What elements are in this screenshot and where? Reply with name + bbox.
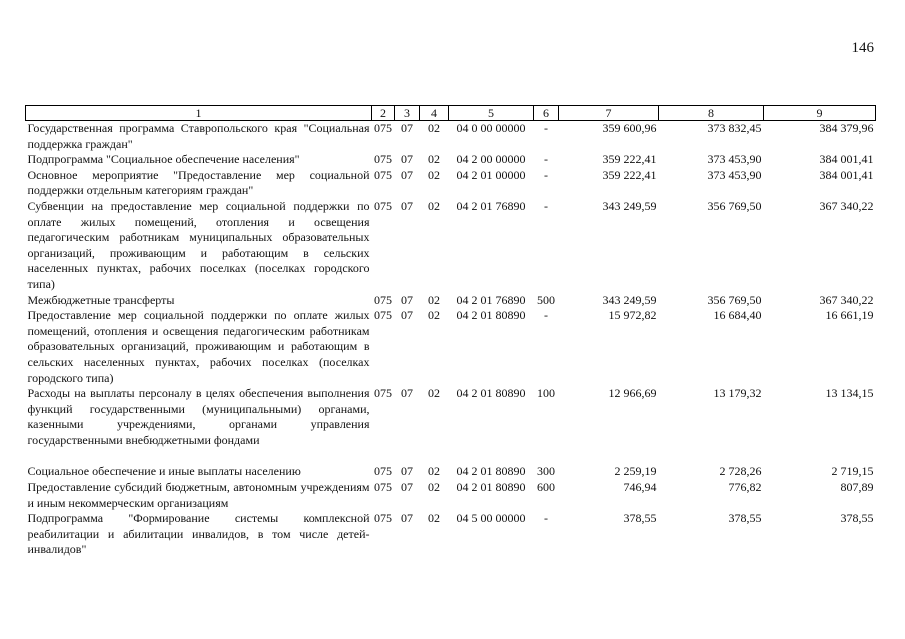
row-target-code: 04 2 01 76890 bbox=[456, 292, 526, 307]
row-name: Подпрограмма "Социальное обеспечение населения" bbox=[27, 152, 300, 167]
row-amount-col9: 807,89 bbox=[840, 480, 874, 495]
row-section: 07 bbox=[401, 464, 413, 479]
row-target-code: 04 2 01 80890 bbox=[456, 480, 526, 495]
row-ministry-code: 075 bbox=[374, 464, 392, 479]
row-section: 07 bbox=[401, 198, 413, 213]
row-amount-col8: 373 832,45 bbox=[707, 121, 762, 135]
row-name: Социальное обеспечение и иные выплаты населению bbox=[27, 464, 301, 479]
row-name: Подпрограмма "Формирование системы комплексной реабилитации и абилитации инвалидов, в том числе детей-инвалидов" bbox=[27, 511, 370, 557]
col-header-3: 3 bbox=[395, 106, 420, 121]
row-section: 07 bbox=[401, 480, 413, 495]
row-name: Предоставление субсидий бюджетным, автономным учреждениям и иным некоммерческим организациям bbox=[27, 480, 370, 510]
row-subsection: 02 bbox=[428, 511, 440, 526]
table-row bbox=[26, 511, 876, 558]
row-expense-type: - bbox=[544, 198, 548, 213]
row-amount-col9: 378,55 bbox=[840, 511, 874, 526]
row-amount-col7: 12 966,69 bbox=[608, 386, 657, 401]
row-amount-col7: 15 972,82 bbox=[608, 308, 657, 323]
row-name: Расходы на выплаты персоналу в целях обеспечения выполнения функций государственными (муниципальными) органами, казенными учреждениями, органами управления государственными внебюджетными фондами bbox=[27, 386, 370, 447]
row-section: 07 bbox=[401, 386, 413, 401]
spacer-row bbox=[26, 448, 876, 464]
row-amount-col8: 356 769,50 bbox=[707, 292, 762, 307]
row-target-code: 04 2 01 80890 bbox=[456, 386, 526, 401]
row-subsection: 02 bbox=[428, 292, 440, 307]
row-amount-col7: 359 222,41 bbox=[602, 152, 657, 167]
row-amount-col8: 776,82 bbox=[728, 480, 762, 495]
row-target-code: 04 0 00 00000 bbox=[456, 121, 526, 135]
table-row bbox=[26, 293, 876, 309]
table-row bbox=[26, 308, 876, 386]
row-amount-col8: 373 453,90 bbox=[707, 167, 762, 182]
row-expense-type: - bbox=[544, 121, 548, 135]
row-amount-col8: 2 728,26 bbox=[719, 464, 762, 479]
row-target-code: 04 2 00 00000 bbox=[456, 152, 526, 167]
row-amount-col9: 2 719,15 bbox=[831, 464, 874, 479]
row-amount-col9: 16 661,19 bbox=[825, 308, 874, 323]
row-ministry-code: 075 bbox=[374, 480, 392, 495]
table-row bbox=[26, 121, 876, 153]
row-subsection: 02 bbox=[428, 308, 440, 323]
row-expense-type: 600 bbox=[537, 480, 555, 495]
row-expense-type: 500 bbox=[537, 292, 555, 307]
col-header-6: 6 bbox=[534, 106, 559, 121]
table-row bbox=[26, 386, 876, 448]
row-amount-col8: 378,55 bbox=[728, 511, 762, 526]
row-amount-col7: 746,94 bbox=[623, 480, 657, 495]
row-amount-col9: 367 340,22 bbox=[819, 198, 874, 213]
row-ministry-code: 075 bbox=[374, 121, 392, 135]
row-amount-col8: 13 179,32 bbox=[713, 386, 762, 401]
row-target-code: 04 2 01 80890 bbox=[456, 464, 526, 479]
row-name: Межбюджетные трансферты bbox=[27, 292, 175, 307]
header-row bbox=[26, 106, 876, 121]
table-row bbox=[26, 199, 876, 293]
row-target-code: 04 5 00 00000 bbox=[456, 511, 526, 526]
row-subsection: 02 bbox=[428, 167, 440, 182]
col-header-5: 5 bbox=[449, 106, 534, 121]
row-amount-col9: 367 340,22 bbox=[819, 292, 874, 307]
row-section: 07 bbox=[401, 308, 413, 323]
col-header-2: 2 bbox=[372, 106, 395, 121]
col-header-7: 7 bbox=[559, 106, 659, 121]
row-name: Предоставление мер социальной поддержки по оплате жилых помещений, отопления и освещения педагогическим работникам образовательных организаций, проживающим и работающим в сельских населенных пунктах, рабочих поселках (поселках городского типа) bbox=[27, 308, 370, 385]
col-header-9: 9 bbox=[764, 106, 876, 121]
row-amount-col8: 356 769,50 bbox=[707, 198, 762, 213]
col-header-4: 4 bbox=[420, 106, 449, 121]
row-target-code: 04 2 01 76890 bbox=[456, 198, 526, 213]
col-header-8: 8 bbox=[659, 106, 764, 121]
row-section: 07 bbox=[401, 167, 413, 182]
row-ministry-code: 075 bbox=[374, 292, 392, 307]
page-number: 146 bbox=[851, 40, 874, 56]
row-subsection: 02 bbox=[428, 152, 440, 167]
row-name: Государственная программа Ставропольского края "Социальная поддержка граждан" bbox=[27, 121, 370, 151]
row-subsection: 02 bbox=[428, 121, 440, 135]
row-expense-type: - bbox=[544, 167, 548, 182]
row-amount-col7: 378,55 bbox=[623, 511, 657, 526]
row-ministry-code: 075 bbox=[374, 386, 392, 401]
row-name: Основное мероприятие "Предоставление мер социальной поддержки отдельным категориям граждан" bbox=[27, 167, 370, 198]
row-expense-type: - bbox=[544, 511, 548, 526]
row-section: 07 bbox=[401, 511, 413, 526]
table-row bbox=[26, 168, 876, 199]
row-amount-col9: 13 134,15 bbox=[825, 386, 874, 401]
row-section: 07 bbox=[401, 152, 413, 167]
row-expense-type: - bbox=[544, 152, 548, 167]
col-header-1: 1 bbox=[26, 106, 372, 121]
row-amount-col9: 384 001,41 bbox=[819, 152, 874, 167]
row-subsection: 02 bbox=[428, 480, 440, 495]
row-amount-col7: 2 259,19 bbox=[614, 464, 657, 479]
row-expense-type: 300 bbox=[537, 464, 555, 479]
table-row bbox=[26, 464, 876, 480]
row-name: Субвенции на предоставление мер социальной поддержки по оплате жилых помещений, отопления и освещения педагогическим работникам муниципальных образовательных организаций, проживающим и работающим в сельских населенных пунктах, рабочих поселках (поселках городского типа) bbox=[27, 198, 370, 291]
row-target-code: 04 2 01 80890 bbox=[456, 308, 526, 323]
row-ministry-code: 075 bbox=[374, 308, 392, 323]
spacer-cell bbox=[26, 448, 876, 464]
row-amount-col8: 16 684,40 bbox=[713, 308, 762, 323]
row-amount-col7: 343 249,59 bbox=[602, 198, 657, 213]
row-ministry-code: 075 bbox=[374, 152, 392, 167]
row-section: 07 bbox=[401, 121, 413, 135]
row-amount-col7: 359 600,96 bbox=[602, 121, 657, 135]
table-row bbox=[26, 480, 876, 511]
row-target-code: 04 2 01 00000 bbox=[456, 167, 526, 182]
row-subsection: 02 bbox=[428, 386, 440, 401]
row-subsection: 02 bbox=[428, 464, 440, 479]
row-amount-col8: 373 453,90 bbox=[707, 152, 762, 167]
row-ministry-code: 075 bbox=[374, 167, 392, 182]
row-amount-col9: 384 379,96 bbox=[819, 121, 874, 135]
row-amount-col7: 343 249,59 bbox=[602, 292, 657, 307]
row-section: 07 bbox=[401, 292, 413, 307]
row-amount-col9: 384 001,41 bbox=[819, 167, 874, 182]
budget-table bbox=[25, 105, 876, 558]
row-expense-type: - bbox=[544, 308, 548, 323]
row-ministry-code: 075 bbox=[374, 198, 392, 213]
row-amount-col7: 359 222,41 bbox=[602, 167, 657, 182]
row-ministry-code: 075 bbox=[374, 511, 392, 526]
row-subsection: 02 bbox=[428, 198, 440, 213]
row-expense-type: 100 bbox=[537, 386, 555, 401]
table-row bbox=[26, 152, 876, 168]
